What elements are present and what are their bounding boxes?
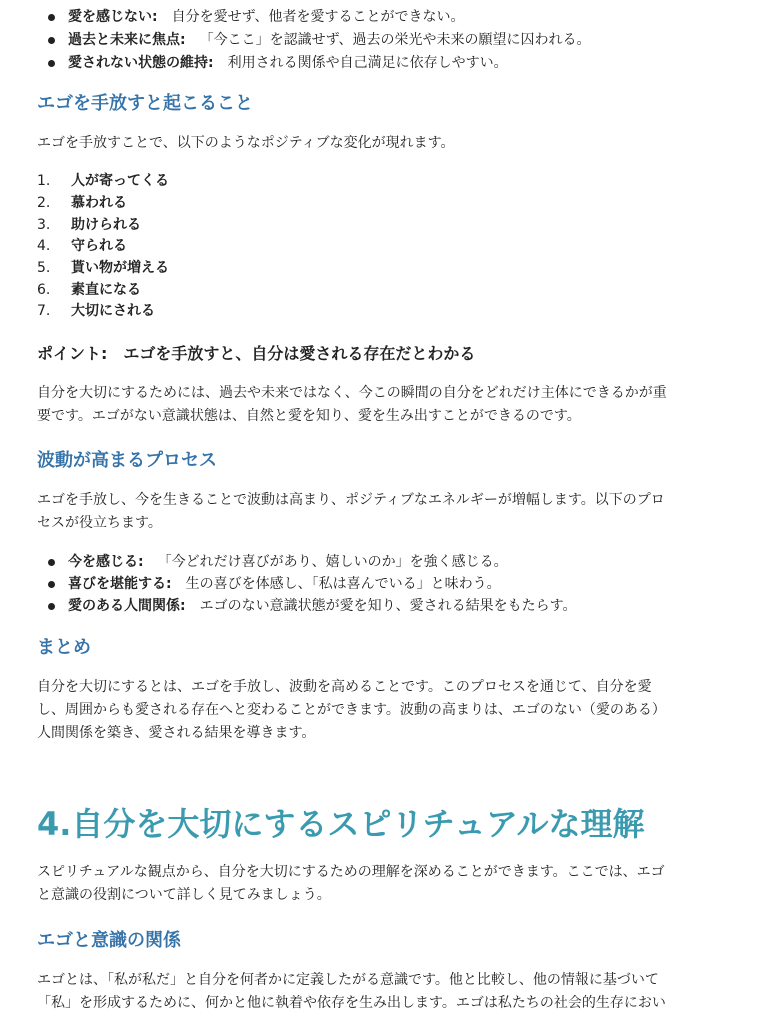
list-text: 守られる xyxy=(71,238,127,254)
list-item xyxy=(36,573,501,595)
paragraph-line: し、周囲からも愛される存在へと変わることができます。波動の高まりは、エゴのない（愛のある） xyxy=(37,702,666,718)
section-heading-ego-consciousness: エゴと意識の関係 xyxy=(37,930,181,951)
bullet-term: 愛されない状態の維持: xyxy=(68,55,214,71)
list-item xyxy=(37,193,127,215)
bullet-term: 過去と未来に焦点: xyxy=(68,32,186,48)
list-number: 2. xyxy=(37,195,51,211)
bullet-desc: 利用される関係や自己満足に依存しやすい。 xyxy=(227,55,508,71)
bullet-term: 愛を感じない: xyxy=(68,9,158,25)
list-text: 貰い物が増える xyxy=(71,260,169,276)
bullet-desc: 「今ここ」を認識せず、過去の栄光や未来の願望に囚われる。 xyxy=(199,32,591,48)
list-text: 大切にされる xyxy=(71,303,155,319)
section-heading-vibration: 波動が高まるプロセス xyxy=(37,450,217,471)
list-item xyxy=(37,236,127,258)
list-item xyxy=(36,52,508,74)
list-number: 5. xyxy=(37,260,51,276)
paragraph-line: エゴを手放し、今を生きることで波動は高まり、ポジティブなエネルギーが増幅します。以下のプロ xyxy=(37,492,665,508)
list-item xyxy=(36,551,508,573)
point-heading: ポイント: エゴを手放すと、自分は愛される存在だとわかる xyxy=(37,344,476,363)
bullet-desc: エゴのない意識状態が愛を知り、愛される結果をもたらす。 xyxy=(199,598,577,614)
bullet-desc: 自分を愛せず、他者を愛することができない。 xyxy=(171,9,465,25)
paragraph-line: セスが役立ちます。 xyxy=(37,515,162,531)
paragraph-line: と意識の役割について詳しく見てみましょう。 xyxy=(37,887,331,903)
paragraph-line: 人間関係を築き、愛される結果を導きます。 xyxy=(37,725,316,741)
list-item xyxy=(37,301,155,323)
list-item xyxy=(36,595,577,617)
section-heading-ego-release: エゴを手放すと起こること xyxy=(37,93,253,114)
list-item xyxy=(36,29,591,51)
paragraph-line: スピリチュアルな観点から、自分を大切にするための理解を深めることができます。ここでは、エゴ xyxy=(37,864,665,880)
list-text: 慕われる xyxy=(71,195,127,211)
paragraph-line: 自分を大切にするとは、エゴを手放し、波動を高めることです。このプロセスを通じて、自分を愛 xyxy=(37,679,652,695)
list-number: 7. xyxy=(37,303,51,319)
paragraph-line: エゴとは、「私が私だ」と自分を何者かに定義したがる意識です。他と比較し、他の情報に基づいて xyxy=(37,972,659,988)
list-number: 4. xyxy=(37,238,51,254)
section-heading-summary: まとめ xyxy=(37,637,91,658)
bullet-term: 喜びを堪能する: xyxy=(68,576,172,592)
list-number: 6. xyxy=(37,282,51,298)
list-number: 3. xyxy=(37,217,51,233)
list-number: 1. xyxy=(37,173,51,189)
bullet-desc: 「今どれだけ喜びがあり、嬉しいのか」を強く感じる。 xyxy=(157,554,508,570)
bullet-desc: 生の喜びを体感し、「私は喜んでいる」と味わう。 xyxy=(185,576,501,592)
list-text: 助けられる xyxy=(71,217,141,233)
paragraph-line: 要です。エゴがない意識状態は、自然と愛を知り、愛を生み出すことができるのです。 xyxy=(37,408,581,424)
list-text: 人が寄ってくる xyxy=(71,173,169,189)
list-item xyxy=(36,6,465,28)
paragraph-line: 「私」を形成するために、何かと他に執着や依存を生み出します。エゴは私たちの社会的生存におい xyxy=(37,995,666,1011)
bullet-term: 愛のある人間関係: xyxy=(68,598,186,614)
section-intro: エゴを手放すことで、以下のようなポジティブな変化が現れます。 xyxy=(37,135,455,151)
list-item xyxy=(37,280,141,302)
chapter-title: 4.自分を大切にするスピリチュアルな理解 xyxy=(37,805,645,843)
list-item xyxy=(37,258,169,280)
paragraph-line: 自分を大切にするためには、過去や未来ではなく、今この瞬間の自分をどれだけ主体にできるかが重 xyxy=(37,385,667,401)
list-item xyxy=(37,215,141,237)
list-item xyxy=(37,171,169,193)
list-text: 素直になる xyxy=(71,282,141,298)
bullet-term: 今を感じる: xyxy=(68,554,144,570)
